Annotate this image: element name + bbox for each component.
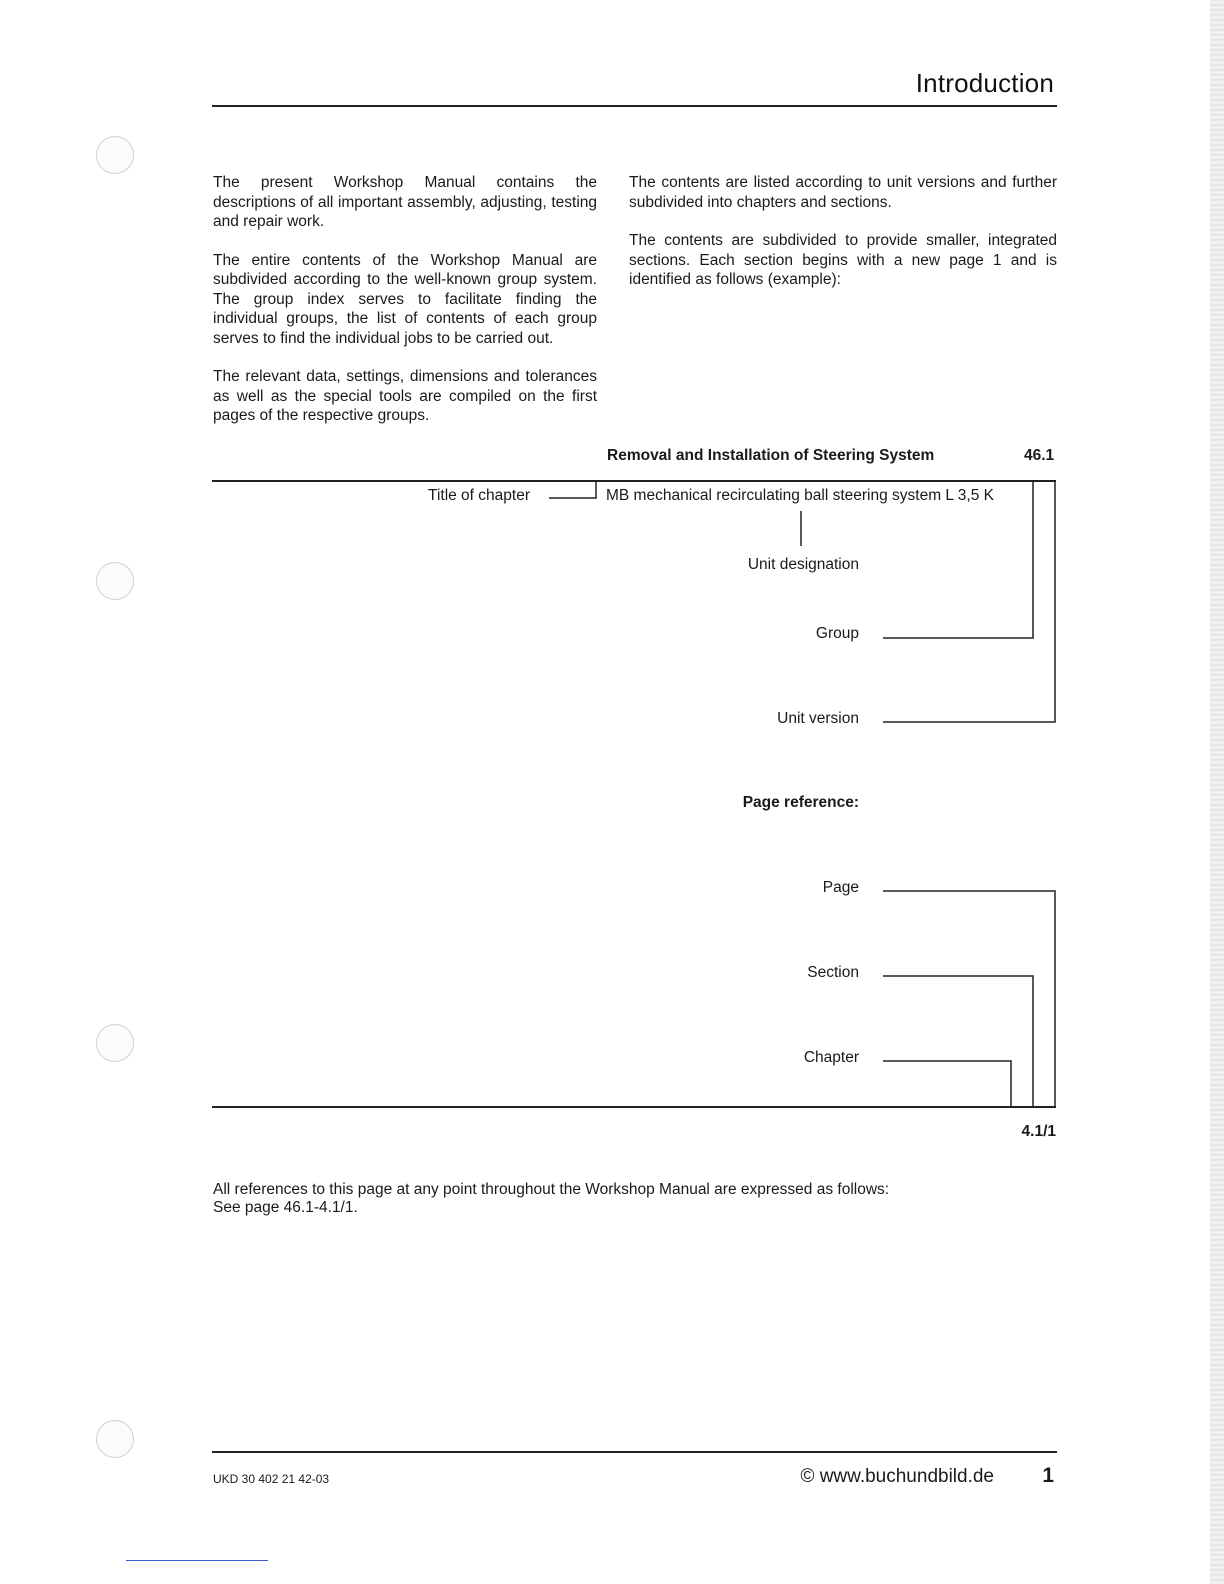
reference-note-line-1: All references to this page at any point throughout the Workshop Manual are expressed as follows: bbox=[213, 1181, 890, 1198]
copyright: © www.buchundbild.de bbox=[800, 1466, 994, 1487]
section-label: Section bbox=[807, 964, 859, 981]
title-of-chapter-label: Title of chapter bbox=[428, 487, 530, 504]
unit-designation-label: Unit designation bbox=[747, 556, 859, 573]
page-code: 4.1/1 bbox=[1021, 1123, 1056, 1140]
link-underline bbox=[126, 1560, 268, 1561]
unit-version-label: Unit version bbox=[777, 710, 859, 727]
page-number: 1 bbox=[1042, 1464, 1054, 1487]
paragraph: The present Workshop Manual contains the descriptions of all important assembly, adjusting, testing and repair work. bbox=[213, 174, 597, 230]
group-code: 46.1 bbox=[1024, 447, 1055, 464]
page-title: Introduction bbox=[915, 68, 1054, 98]
unit-text: MB mechanical recirculating ball steering system L 3,5 K bbox=[606, 487, 994, 504]
page-reference-label: Page reference: bbox=[742, 794, 859, 811]
reference-note-line-2: See page 46.1-4.1/1. bbox=[213, 1199, 358, 1216]
group-label: Group bbox=[815, 625, 859, 642]
chapter-label: Chapter bbox=[803, 1049, 859, 1066]
paragraph: The contents are listed according to unit versions and further subdivided into chapters and sections. bbox=[629, 174, 1057, 211]
paragraph: The relevant data, settings, dimensions and tolerances as well as the special tools are compiled on the first pages of the respective groups. bbox=[213, 368, 597, 424]
doc-number: UKD 30 402 21 42-03 bbox=[213, 1472, 330, 1486]
footer-rule bbox=[212, 1451, 1057, 1453]
page-label: Page bbox=[822, 879, 859, 896]
paragraph: The contents are subdivided to provide smaller, integrated sections. Each section begins with a new page 1 and is identified as follows (example): bbox=[629, 232, 1057, 288]
example-heading: Removal and Installation of Steering System bbox=[607, 447, 935, 464]
paragraph: The entire contents of the Workshop Manual are subdivided according to the well-known group system. The group index serves to facilitate finding the individual groups, the list of contents of each group serves to find the individual jobs to be carried out. bbox=[213, 251, 597, 347]
